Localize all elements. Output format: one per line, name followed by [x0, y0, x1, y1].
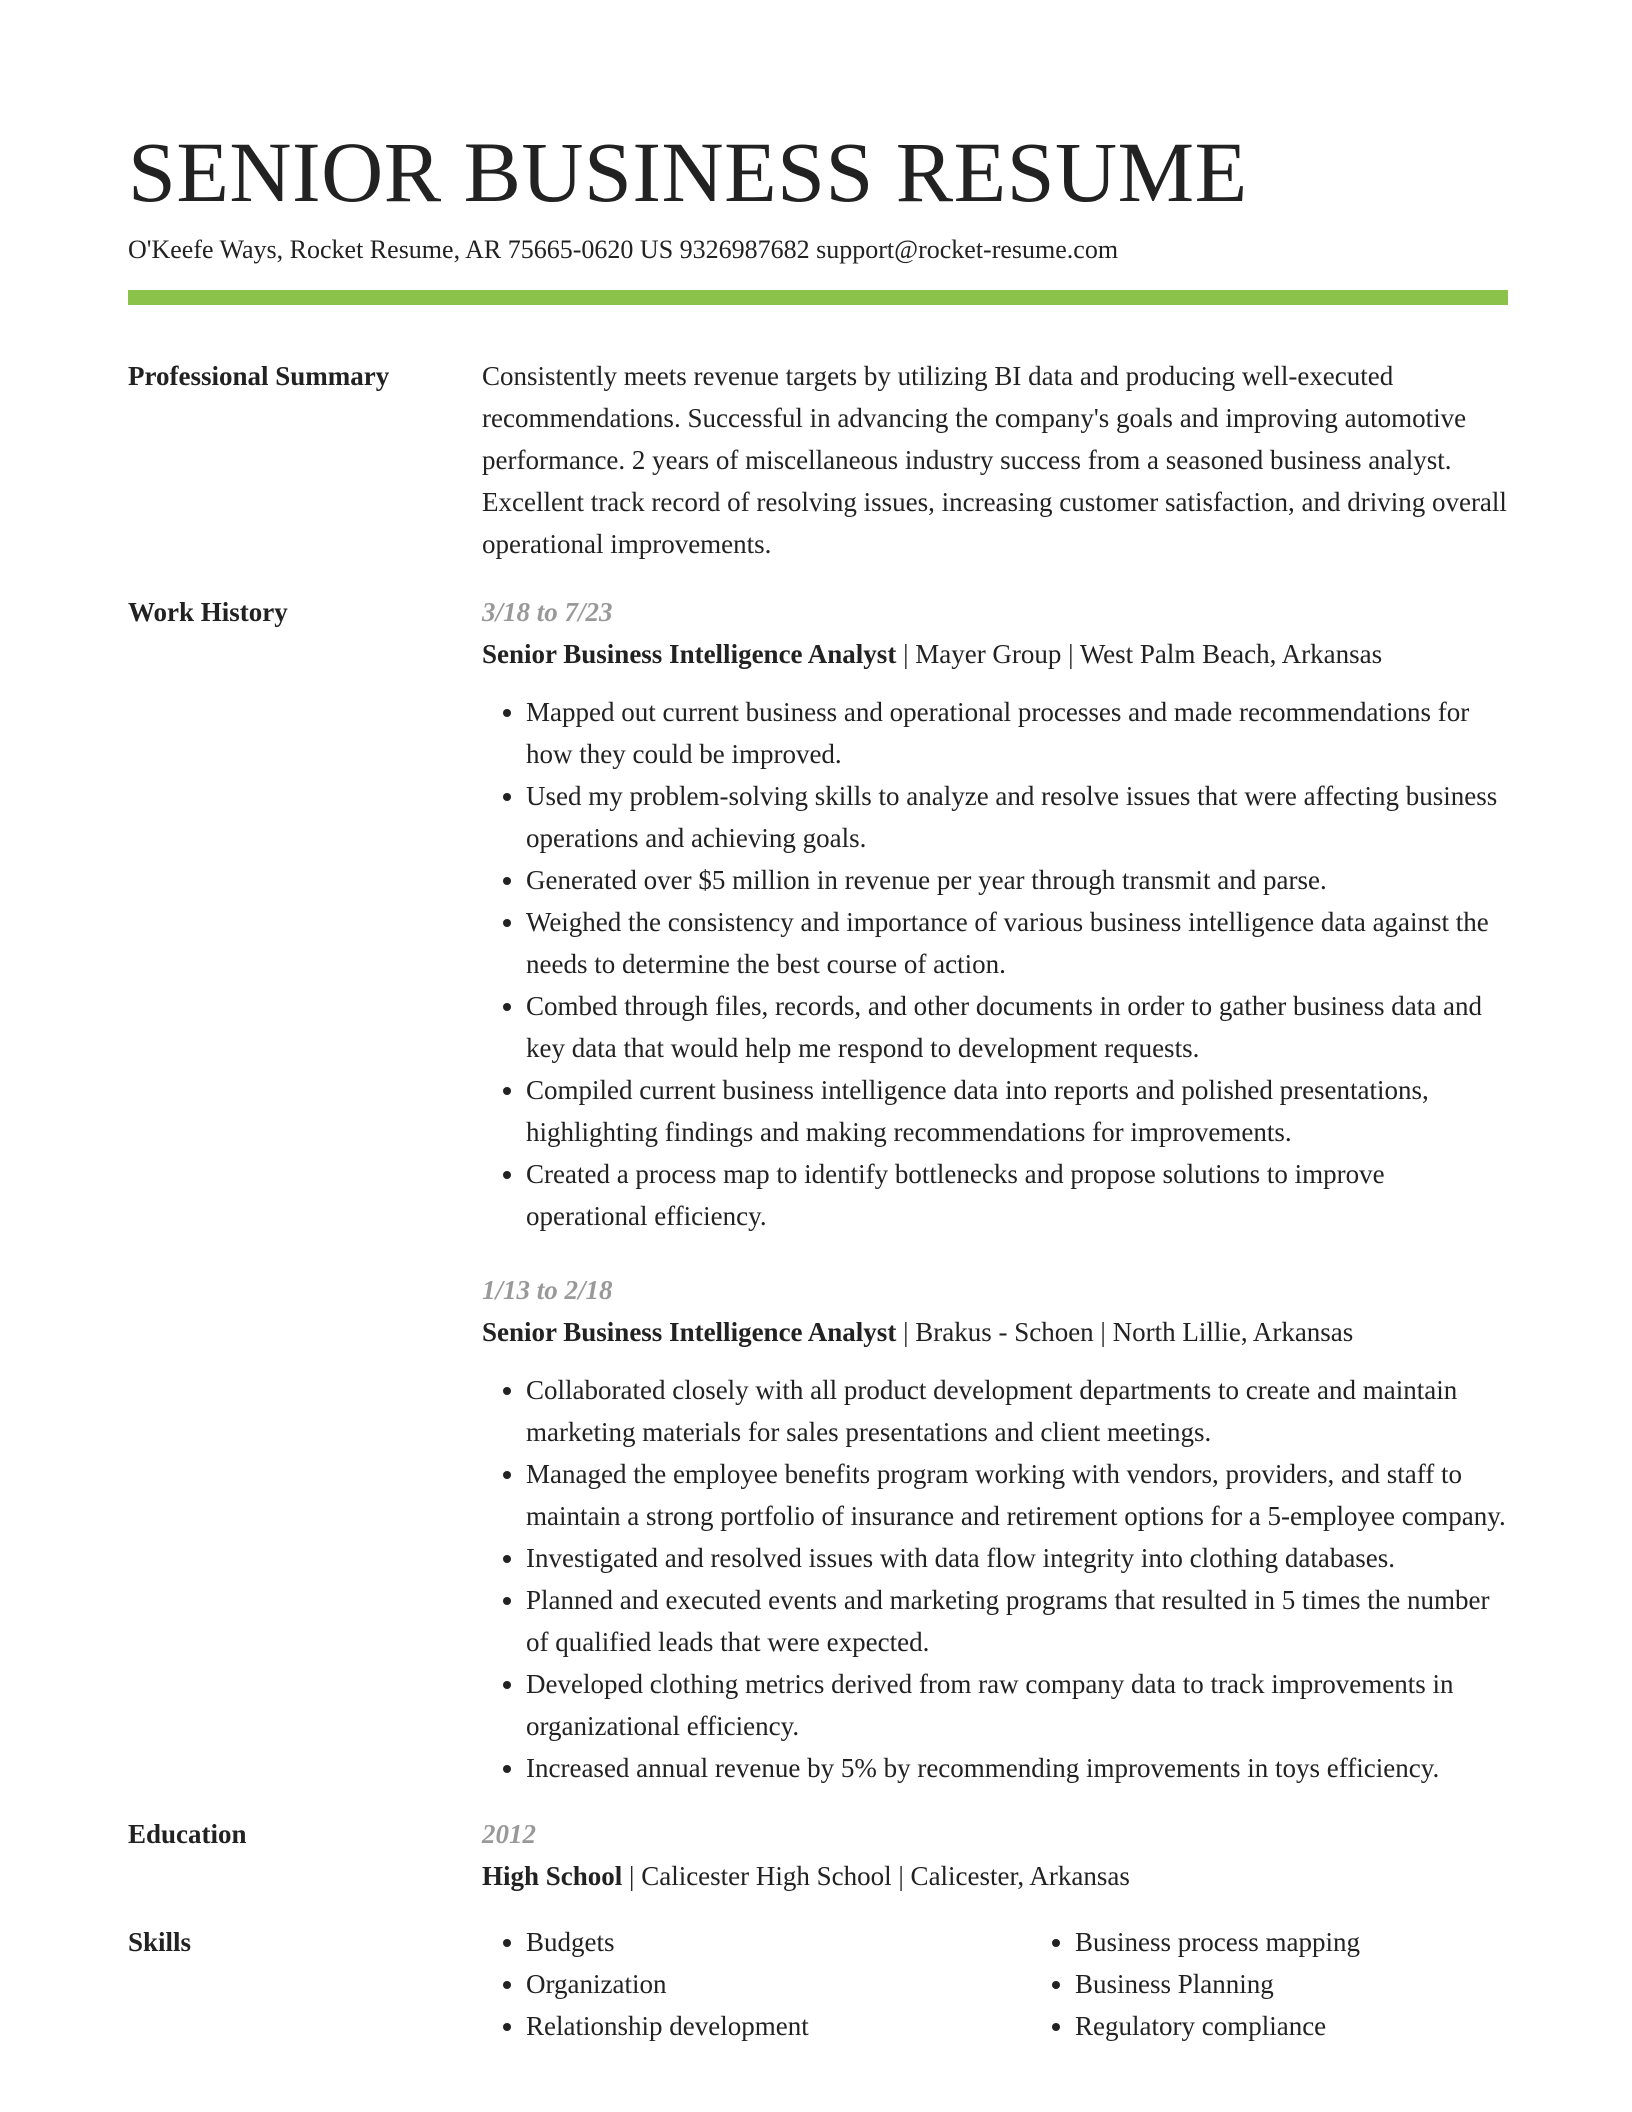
- contact-phone: 9326987682: [679, 235, 810, 264]
- education-degree: High School: [482, 1861, 623, 1891]
- job-dates: 3/18 to 7/23: [482, 597, 613, 627]
- section-heading: Skills: [128, 1927, 192, 1957]
- list-item: • Organization: [526, 1963, 1031, 2005]
- job-bullets: [482, 1369, 1508, 1789]
- contact-address: O'Keefe Ways, Rocket Resume, AR 75665-0620 US: [128, 235, 674, 264]
- list-item: • Managed the employee benefits program working with vendors, providers, and staff to maintain a strong portfolio of insurance and retirement options for a 5-employee company.: [526, 1453, 1508, 1537]
- list-item: • Increased annual revenue by 5% by recommending improvements in toys efficiency.: [526, 1747, 1508, 1789]
- list-item: • Mapped out current business and operational processes and made recommendations for how they could be improved.: [526, 691, 1508, 775]
- section-body: [482, 591, 1508, 1789]
- job-heading: [482, 633, 1508, 675]
- job-bullets: [482, 691, 1508, 1237]
- list-item: • Generated over $5 million in revenue per year through transmit and parse.: [526, 859, 1508, 901]
- list-item: • Investigated and resolved issues with data flow integrity into clothing databases.: [526, 1537, 1508, 1579]
- list-item: • Weighed the consistency and importance of various business intelligence data against the needs to determine the best course of action.: [526, 901, 1508, 985]
- job-entry: [482, 591, 1508, 1237]
- list-item: • Budgets: [526, 1921, 1031, 1963]
- section-professional-summary: [128, 355, 1508, 565]
- job-details: | Mayer Group | West Palm Beach, Arkansas: [896, 639, 1383, 669]
- list-item: • Relationship development: [526, 2005, 1031, 2047]
- section-work-history: [128, 591, 1508, 1789]
- job-entry: [482, 1269, 1508, 1789]
- education-date: 2012: [482, 1819, 536, 1849]
- section-heading: Professional Summary: [128, 361, 390, 391]
- section-body: [482, 1921, 1580, 2047]
- contact-line: [128, 232, 1508, 268]
- section-heading: Work History: [128, 597, 288, 627]
- header-divider: [128, 290, 1508, 305]
- list-item: • Regulatory compliance: [1075, 2005, 1580, 2047]
- education-heading: [482, 1855, 1508, 1897]
- section-education: [128, 1813, 1508, 1897]
- job-dates: 1/13 to 2/18: [482, 1275, 613, 1305]
- list-item: • Business Planning: [1075, 1963, 1580, 2005]
- list-item: • Used my problem-solving skills to analyze and resolve issues that were affecting business operations and achieving goals.: [526, 775, 1508, 859]
- section-body: [482, 1813, 1508, 1897]
- list-item: • Developed clothing metrics derived from raw company data to track improvements in organizational efficiency.: [526, 1663, 1508, 1747]
- list-item: • Created a process map to identify bottlenecks and propose solutions to improve operational efficiency.: [526, 1153, 1508, 1237]
- list-item: • Business process mapping: [1075, 1921, 1580, 1963]
- skills-grid: [482, 1921, 1580, 2047]
- list-item: • Compiled current business intelligence data into reports and polished presentations, highlighting findings and making recommendations for improvements.: [526, 1069, 1508, 1153]
- section-body: [482, 355, 1508, 565]
- list-item: • Combed through files, records, and other documents in order to gather business data and key data that would help me respond to development requests.: [526, 985, 1508, 1069]
- list-item: • Collaborated closely with all product development departments to create and maintain marketing materials for sales presentations and client meetings.: [526, 1369, 1508, 1453]
- list-item: • Planned and executed events and marketing programs that resulted in 5 times the number of qualified leads that were expected.: [526, 1579, 1508, 1663]
- section-skills: [128, 1921, 1508, 2047]
- job-details: | Brakus - Schoen | North Lillie, Arkansas: [896, 1317, 1354, 1347]
- section-heading: Education: [128, 1819, 247, 1849]
- resume-title: SENIOR BUSINESS RESUME: [128, 124, 1248, 220]
- skills-list-left: [482, 1921, 1031, 2047]
- skills-list-right: [1031, 1921, 1580, 2047]
- resume-page: [128, 122, 1508, 2047]
- job-heading: [482, 1311, 1508, 1353]
- education-details: | Calicester High School | Calicester, Arkansas: [622, 1861, 1130, 1891]
- summary-text: Consistently meets revenue targets by utilizing BI data and producing well-executed recommendations. Successful in advancing the company's goals and improving automotive performance. 2 years of miscellaneous industry success from a seasoned business analyst. Excellent track record of resolving issues, increasing customer satisfaction, and driving overall operational improvements.: [482, 361, 1507, 559]
- contact-email: support@rocket-resume.com: [816, 235, 1119, 264]
- job-title: Senior Business Intelligence Analyst: [482, 1317, 897, 1347]
- job-title: Senior Business Intelligence Analyst: [482, 639, 897, 669]
